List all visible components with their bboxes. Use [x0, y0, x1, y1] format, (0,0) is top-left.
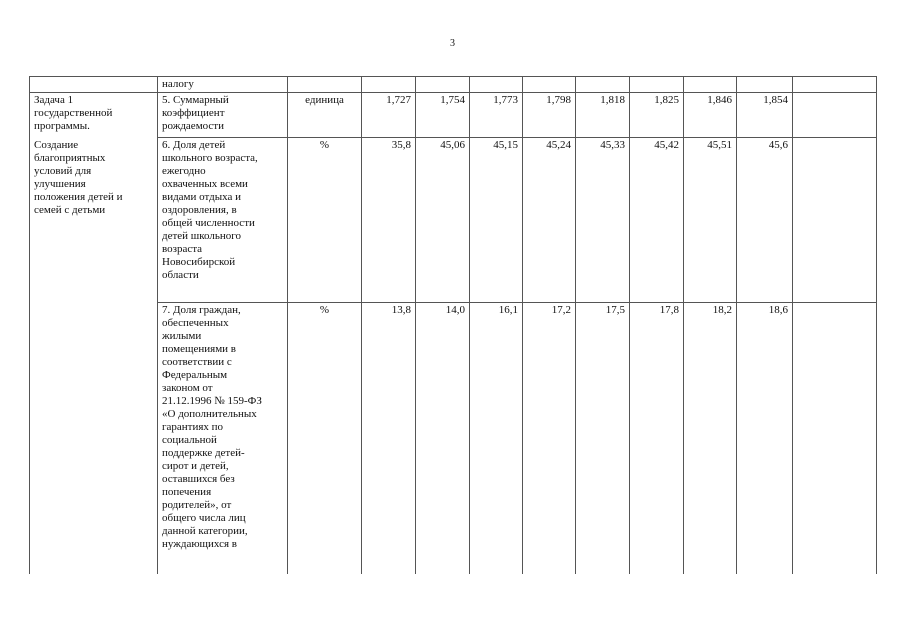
value-cell: 1,846: [684, 93, 737, 138]
page-number: 3: [450, 38, 455, 49]
unit-cell: [288, 77, 362, 93]
value-cell: 45,06: [416, 138, 470, 303]
table-row: [30, 138, 877, 303]
indicator-cell: 7. Доля граждан, обеспеченных жилыми помещениями в соответствии с Федеральным законом от 21.12.1996 № 159-ФЗ «О дополнительных гарантиях по социальной поддержке детей- сирот и детей, оставшихся без попечения родителей», от общего числа лиц данной категории, нуждающихся в: [158, 303, 288, 575]
value-cell: 1,754: [416, 93, 470, 138]
value-cell: 45,42: [630, 138, 684, 303]
value-cell: 17,2: [523, 303, 576, 575]
indicator-cell: 6. Доля детей школьного возраста, ежегодно охваченных всеми видами отдыха и оздоровления, в общей численности детей школьного возраста Новосибирской области: [158, 138, 288, 303]
unit-cell: %: [288, 303, 362, 575]
value-cell: 1,798: [523, 93, 576, 138]
value-cell: 18,6: [737, 303, 793, 575]
value-cell: [416, 77, 470, 93]
table-row: [30, 93, 877, 138]
value-cell: 17,5: [576, 303, 630, 575]
note-cell: [793, 303, 877, 575]
task-cell: [30, 303, 158, 575]
value-cell: 1,854: [737, 93, 793, 138]
indicator-cell: налогу: [158, 77, 288, 93]
note-cell: [793, 77, 877, 93]
value-cell: 45,51: [684, 138, 737, 303]
value-cell: 1,773: [470, 93, 523, 138]
table-row: [30, 303, 877, 575]
value-cell: 13,8: [362, 303, 416, 575]
value-cell: 14,0: [416, 303, 470, 575]
value-cell: 1,727: [362, 93, 416, 138]
indicators-table: [29, 76, 877, 574]
task-cell: Задача 1 государственной программы.: [30, 93, 158, 138]
value-cell: 45,15: [470, 138, 523, 303]
value-cell: [362, 77, 416, 93]
task-cell: Создание благоприятных условий для улучшения положения детей и семей с детьми: [30, 138, 158, 303]
note-cell: [793, 93, 877, 138]
unit-cell: единица: [288, 93, 362, 138]
value-cell: 45,33: [576, 138, 630, 303]
value-cell: 18,2: [684, 303, 737, 575]
value-cell: 35,8: [362, 138, 416, 303]
value-cell: [523, 77, 576, 93]
note-cell: [793, 138, 877, 303]
value-cell: 45,24: [523, 138, 576, 303]
indicator-cell: 5. Суммарный коэффициент рождаемости: [158, 93, 288, 138]
value-cell: [576, 77, 630, 93]
task-cell: [30, 77, 158, 93]
value-cell: 16,1: [470, 303, 523, 575]
unit-cell: %: [288, 138, 362, 303]
value-cell: 45,6: [737, 138, 793, 303]
table-row: [30, 77, 877, 93]
value-cell: 1,825: [630, 93, 684, 138]
value-cell: [737, 77, 793, 93]
value-cell: 17,8: [630, 303, 684, 575]
value-cell: 1,818: [576, 93, 630, 138]
value-cell: [684, 77, 737, 93]
value-cell: [630, 77, 684, 93]
value-cell: [470, 77, 523, 93]
